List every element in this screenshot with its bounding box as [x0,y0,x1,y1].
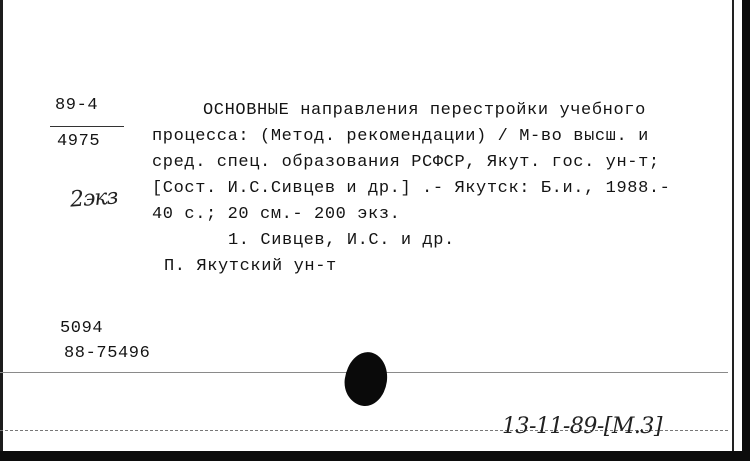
card-left-edge [0,0,3,461]
tracing-1: 1. Сивцев, И.С. и др. [228,231,455,250]
card-right-line [732,0,734,461]
handwritten-note: 2экз [69,184,119,213]
title-line-1: ОСНОВНЫЕ направления перестройки учебного [203,101,646,120]
title-line-3: сред. спец. образования РСФСР, Якут. гос. ун-т; [152,153,660,172]
tracing-2: П. Якутский ун-т [164,257,337,276]
title-line-5: 40 с.; 20 см.- 200 экз. [152,205,401,224]
card-bottom-edge [0,451,750,461]
handwritten-stamp: 13-11-89-[М.3] [502,414,662,439]
title-line-4: [Сост. И.С.Сивцев и др.] .- Якутск: Б.и., 1988.- [152,179,671,198]
call-number-bottom: 4975 [57,132,101,151]
call-number-rule [50,126,124,127]
call-number-top: 89-4 [55,96,99,115]
number-2: 88-75496 [64,344,151,363]
number-1: 5094 [60,319,104,338]
title-line-2: процесса: (Метод. рекомендации) / М-во высш. и [152,127,649,146]
card-right-edge [742,0,750,461]
punch-hole [341,349,390,408]
